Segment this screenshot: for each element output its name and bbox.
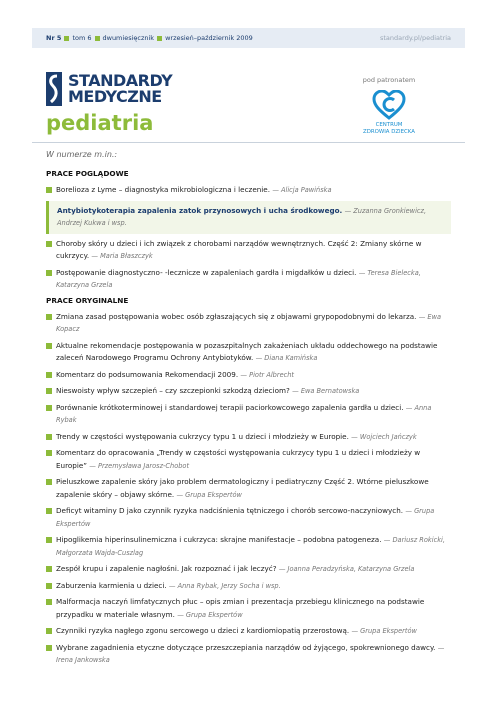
article-author: — Diana Kamińska <box>255 354 318 362</box>
section-heading: PRACE ORYGINALNE <box>46 295 129 305</box>
period: wrzesień–październik 2009 <box>165 34 253 42</box>
journal-logo <box>46 72 172 106</box>
bullet-square-icon <box>46 372 52 378</box>
article-title: Komentarz do opracowania „Trendy w częstości występowania cukrzycy typu 1 u dzieci i młodzieży w Europie” <box>56 448 421 470</box>
article-author: — Maria Błaszczyk <box>91 252 153 260</box>
bullet-square-icon <box>46 314 52 320</box>
article-title: Zespół krupu i zapalenie nagłośni. Jak rozpoznać i jak leczyć? <box>56 564 277 573</box>
logo-line-1: STANDARDY <box>68 71 173 90</box>
article-author: — Grupa Ekspertów <box>176 490 242 499</box>
article-author: — Ewa Bernatowska <box>292 387 360 395</box>
bullet-square-icon <box>46 479 52 485</box>
table-of-contents <box>46 150 451 671</box>
article-title: Antybiotykoterapia zapalenia zatok przynosowych i ucha środkowego. <box>57 205 343 215</box>
article-title: Komentarz do podsumowania Rekomendacji 2009. <box>56 369 239 379</box>
article-author: — Anna Rybak <box>56 403 432 424</box>
article-item[interactable] <box>46 447 451 472</box>
article-author: — Zuzanna Gronkiewicz, Andrzej Kukwa i wsp. <box>57 206 427 227</box>
article-title: Hipoglikemia hiperinsulinemiczna i cukrzyca: skrajne manifestacje – podobna patogeneza. <box>56 535 382 544</box>
article-author: — Przemysława Jarosz-Chobot <box>89 461 190 470</box>
article-item[interactable] <box>46 311 451 336</box>
heart-logo-icon <box>372 90 406 120</box>
article-item[interactable] <box>46 369 451 382</box>
section-heading: PRACE POGLĄDOWE <box>46 169 129 178</box>
article-title: Choroby skóry u dzieci i ich związek z chorobami narządów wewnętrznych. Część 2: Zmiany skórne w cukrzycy. <box>56 238 422 260</box>
divider <box>32 142 465 143</box>
article-title: Czynniki ryzyka nagłego zgonu sercowego u dzieci z kardiomiopatią przerostową. <box>56 626 350 635</box>
patronage-block <box>354 76 424 136</box>
article-author: — Piotr Albrecht <box>240 370 295 379</box>
article-item[interactable] <box>46 238 451 263</box>
article-title: Deficyt witaminy D jako czynnik ryzyka nadciśnienia tętniczego i chorób sercowo-naczyniowych. <box>56 506 404 515</box>
article-item[interactable] <box>46 431 451 444</box>
issue-header-bar <box>32 28 465 48</box>
article-item[interactable] <box>46 385 451 398</box>
article-title: Borelioza z Lyme – diagnostyka mikrobiologiczna i leczenie. <box>56 185 271 194</box>
article-author: — Alicja Pawińska <box>272 186 332 194</box>
featured-article[interactable] <box>46 201 451 234</box>
intro-text: W numerze m.in.: <box>46 150 118 159</box>
article-title: Wybrane zagadnienia etyczne dotyczące przeszczepiania narządów od żyjącego, spokrewnionego dawcy. <box>56 642 436 652</box>
separator-square-icon <box>64 36 69 41</box>
article-author: — Irena Jankowska <box>56 643 445 664</box>
patronage-label: pod patronatem <box>362 76 416 84</box>
separator-square-icon <box>95 36 100 41</box>
bullet-square-icon <box>46 645 52 651</box>
separator-square-icon <box>157 36 162 41</box>
bullet-square-icon <box>46 628 52 634</box>
bullet-square-icon <box>46 450 52 456</box>
article-item[interactable] <box>46 580 451 593</box>
article-item[interactable] <box>46 505 451 530</box>
bullet-square-icon <box>46 388 52 394</box>
article-author: — Teresa Bielecka, Katarzyna Grzela <box>56 268 421 289</box>
bullet-square-icon <box>46 187 52 193</box>
article-title: Postępowanie diagnostyczno- -lecznicze w zapaleniach gardła i migdałków u dzieci. <box>56 267 357 277</box>
article-author: — Grupa Ekspertów <box>351 627 417 635</box>
bullet-square-icon <box>46 566 52 572</box>
issue-number: Nr 5 <box>46 34 62 42</box>
article-title: Malformacja naczyń limfatycznych płuc – opis zmian i prezentacja przebiegu klinicznego na podstawie przypadku w materiale własnym. <box>56 597 425 619</box>
article-title: Zaburzenia karmienia u dzieci. <box>56 580 167 590</box>
article-item[interactable] <box>46 184 451 197</box>
bullet-square-icon <box>46 270 52 276</box>
bullet-square-icon <box>46 583 52 589</box>
bullet-square-icon <box>46 405 52 411</box>
article-item[interactable] <box>46 642 451 667</box>
volume: tom 6 <box>72 34 92 42</box>
article-title: Trendy w częstości występowania cukrzycy typu 1 u dzieci i młodzieży w Europie. <box>56 431 349 441</box>
article-item[interactable] <box>46 340 451 365</box>
patronage-org-line-1: CENTRUM <box>375 122 403 128</box>
bullet-square-icon <box>46 537 52 543</box>
journal-name: pediatria <box>46 111 154 135</box>
logo-mark-icon <box>46 72 62 106</box>
article-title: Aktualne rekomendacje postępowania w pozaszpitalnych zakażeniach układu oddechowego na podstawie zaleceń Narodowego Programu Ochrony Antybiotyków. <box>56 340 438 362</box>
article-item[interactable] <box>46 563 451 576</box>
article-title: Porównanie krótkoterminowej i standardowej terapii paciorkowcowego zapalenia gardła u dzieci. <box>56 402 404 412</box>
bullet-square-icon <box>46 508 52 514</box>
article-author: — Dariusz Rokicki, Małgorzata Wajda-Cuszlag <box>56 536 445 557</box>
patronage-org-line-2: ZDROWIA DZIECKA <box>363 129 415 135</box>
article-title: Pieluszkowe zapalenie skóry jako problem dermatologiczny i pediatryczny Część 2. Wtórne pieluszkowe zapalenie skóry – objawy skórne. <box>56 477 429 499</box>
website-link[interactable]: standardy.pl/pediatria <box>380 34 451 42</box>
article-item[interactable] <box>46 402 451 427</box>
article-item[interactable] <box>46 267 451 292</box>
article-item[interactable] <box>46 534 451 559</box>
article-author: — Grupa Ekspertów <box>177 610 243 619</box>
article-author: — Grupa Ekspertów <box>56 507 435 528</box>
article-author: — Joanna Peradzyńska, Katarzyna Grzela <box>278 565 415 573</box>
bullet-square-icon <box>46 434 52 440</box>
bullet-square-icon <box>46 241 52 247</box>
article-author: — Anna Rybak, Jerzy Socha i wsp. <box>168 581 281 590</box>
article-author: — Ewa Kopacz <box>56 312 442 333</box>
article-author: — Wojciech Jańczyk <box>351 432 417 441</box>
article-title: Zmiana zasad postępowania wobec osób zgłaszających się z objawami grypopodobnymi do lekarza. <box>56 311 417 321</box>
article-title: Nieswoisty wpływ szczepień – czy szczepionki szkodzą dzieciom? <box>56 386 290 395</box>
frequency: dwumiesięcznik <box>102 34 155 42</box>
bullet-square-icon <box>46 343 52 349</box>
article-item[interactable] <box>46 625 451 638</box>
article-item[interactable] <box>46 596 451 621</box>
bullet-square-icon <box>46 599 52 605</box>
logo-line-2: MEDYCZNE <box>68 87 162 106</box>
article-item[interactable] <box>46 476 451 501</box>
